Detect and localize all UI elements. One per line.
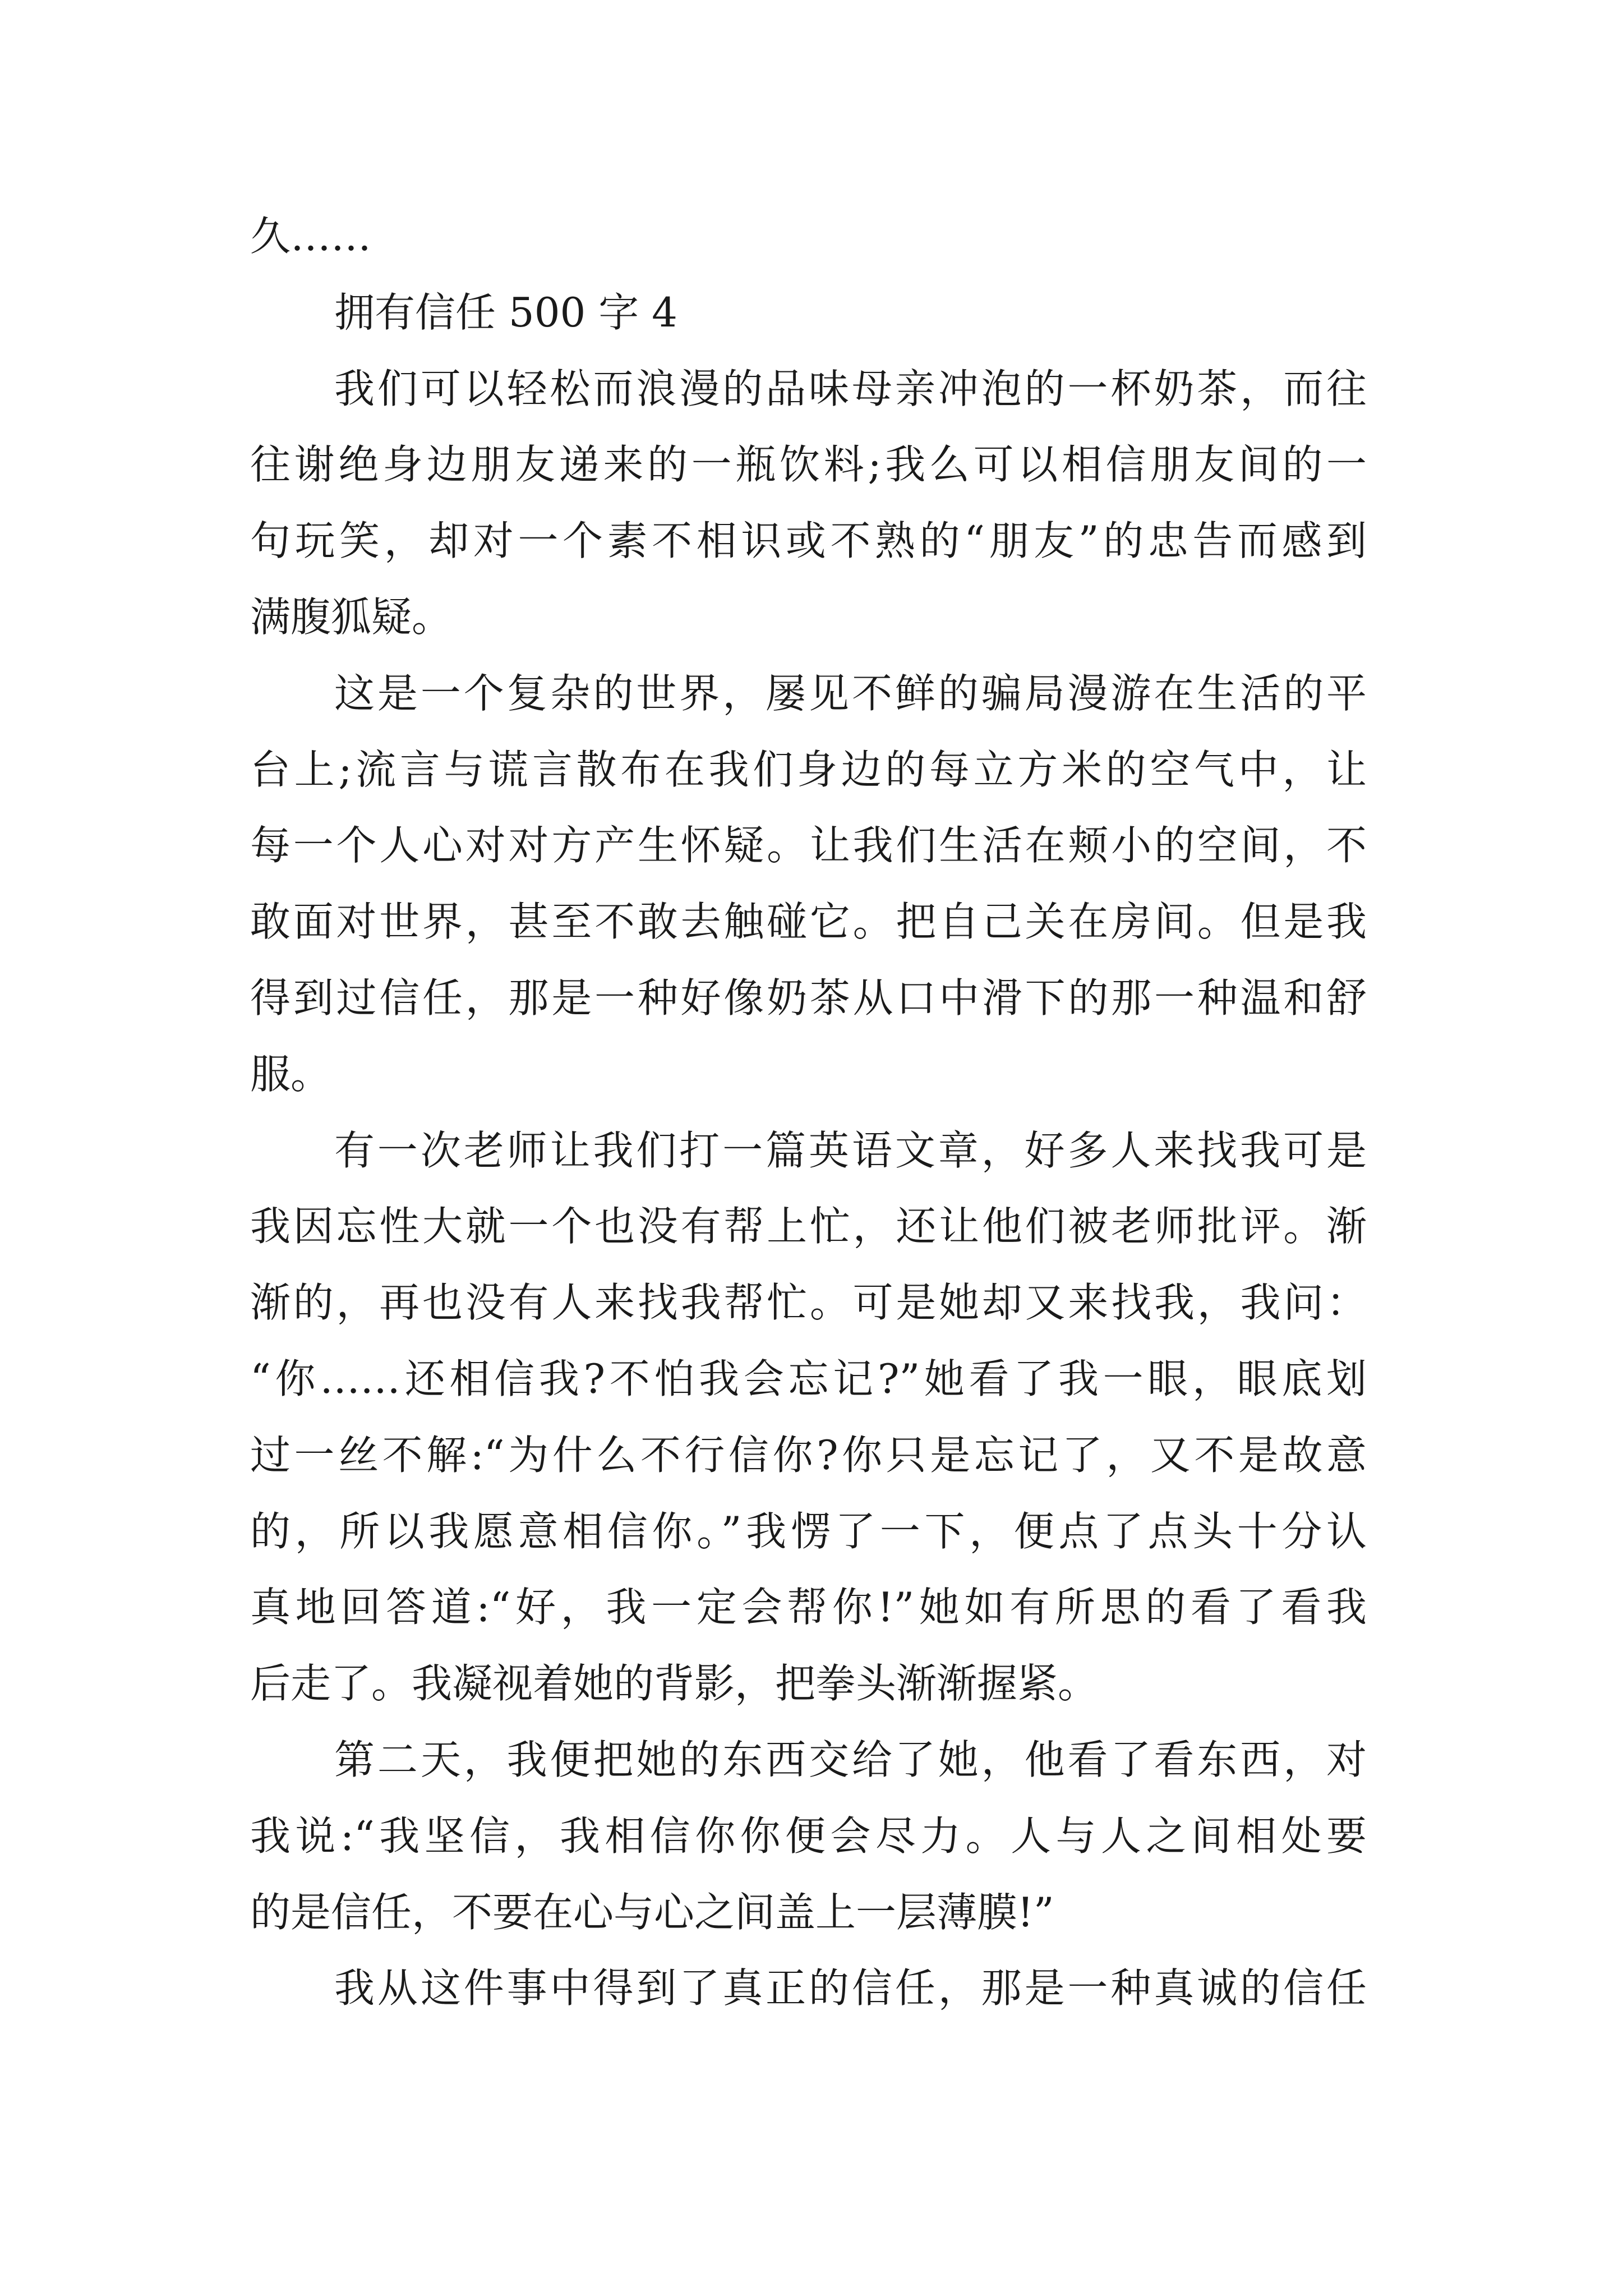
text-line: 我们可以轻松而浪漫的品味母亲冲泡的一杯奶茶，而往	[334, 365, 1367, 412]
text-line: 得到过信任，那是一种好像奶茶从口中滑下的那一种温和舒	[250, 974, 1367, 1022]
text-line: 我说:“我坚信，我相信你你便会尽力。人与人之间相处要	[250, 1812, 1367, 1860]
text-line: 后走了。我凝视着她的背影，把拳头渐渐握紧。	[250, 1660, 1099, 1708]
text-line: 的是信任，不要在心与心之间盖上一层薄膜!”	[250, 1888, 1054, 1936]
document-body	[250, 199, 1367, 2027]
section-title-text: 拥有信任 500 字 4	[334, 288, 677, 336]
paragraph	[250, 1113, 1367, 1722]
text-line: 每一个人心对对方产生怀疑。让我们生活在颊小的空间，不	[250, 822, 1367, 869]
paragraph	[250, 656, 1367, 1113]
text-line: 过一丝不解:“为什么不行信你?你只是忘记了，又不是故意	[250, 1431, 1367, 1479]
paragraph	[250, 351, 1367, 656]
paragraph	[250, 1722, 1367, 1950]
text-line: 敢面对世界，甚至不敢去触碰它。把自己关在房间。但是我	[250, 898, 1367, 946]
text-line: 久……	[250, 213, 372, 260]
text-line: 渐的，再也没有人来找我帮忙。可是她却又来找我，我问：	[250, 1279, 1367, 1327]
text-line: 台上;流言与谎言散布在我们身边的每立方米的空气中，让	[250, 746, 1367, 793]
text-line: 这是一个复杂的世界，屡见不鲜的骗局漫游在生活的平	[334, 669, 1367, 717]
text-line: 的，所以我愿意相信你。”我愣了一下，便点了点头十分认	[250, 1507, 1367, 1555]
paragraph-continuation	[250, 199, 1367, 275]
text-line: “你……还相信我?不怕我会忘记?”她看了我一眼，眼底划	[250, 1355, 1367, 1402]
text-line: 我从这件事中得到了真正的信任，那是一种真诚的信任	[334, 1964, 1367, 2012]
paragraph	[250, 1950, 1367, 2027]
text-line: 有一次老师让我们打一篇英语文章，好多人来找我可是	[334, 1126, 1367, 1174]
text-line: 第二天，我便把她的东西交给了她，他看了看东西，对	[334, 1736, 1367, 1783]
text-line: 往谢绝身边朋友递来的一瓶饮料;我么可以相信朋友间的一	[250, 441, 1367, 489]
section-title	[250, 275, 1367, 351]
text-line: 我因忘性大就一个也没有帮上忙，还让他们被老师批评。渐	[250, 1203, 1367, 1250]
text-line: 服。	[250, 1050, 331, 1098]
text-line: 满腹狐疑。	[250, 593, 453, 641]
text-line: 真地回答道:“好，我一定会帮你!”她如有所思的看了看我	[250, 1584, 1367, 1631]
text-line: 句玩笑，却对一个素不相识或不熟的“朋友”的忠告而感到	[250, 517, 1367, 565]
